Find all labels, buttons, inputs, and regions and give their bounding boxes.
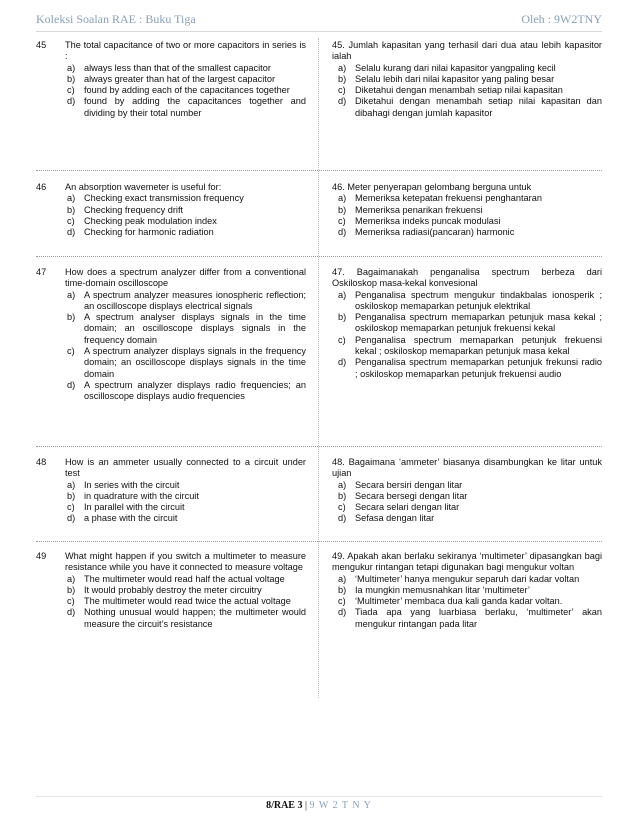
option-b xyxy=(65,491,306,502)
question-divider xyxy=(36,541,602,542)
option-letter: a) xyxy=(338,573,347,584)
option-letter: b) xyxy=(338,204,347,215)
question-46-en xyxy=(36,182,306,238)
option-text: Selalu lebih dari nilai kapasitor yang paling besar xyxy=(355,73,555,84)
option-d xyxy=(65,96,306,119)
option-letter: a) xyxy=(338,62,347,73)
option-text: It would probably destroy the meter circuitry xyxy=(84,584,262,595)
options xyxy=(332,574,602,630)
option-c xyxy=(336,216,602,227)
option-c xyxy=(65,502,306,513)
option-text: Secara selari dengan litar xyxy=(355,502,460,513)
option-letter: d) xyxy=(338,96,347,107)
options xyxy=(332,193,602,238)
question-text: 47. Bagaimanakah penganalisa spectrum berbeza dari Oskiloskop masa-kekal konvesional xyxy=(332,267,602,289)
footer-separator: | xyxy=(304,800,307,811)
option-d xyxy=(336,607,602,630)
options xyxy=(65,480,306,525)
option-text: In parallel with the circuit xyxy=(84,502,185,513)
option-d xyxy=(65,227,306,238)
option-d xyxy=(65,513,306,524)
question-47-ms xyxy=(332,267,602,380)
option-text: A spectrum analyzer measures ionospheric reflection; an oscilloscope displays electrical signals xyxy=(84,289,306,311)
option-letter: d) xyxy=(67,96,76,107)
question-49-en xyxy=(36,551,306,630)
question-number: 47 xyxy=(36,267,47,277)
question-46-ms xyxy=(332,182,602,238)
option-letter: b) xyxy=(338,490,347,501)
option-b xyxy=(336,585,602,596)
option-letter: a) xyxy=(67,289,76,300)
question-number: 46 xyxy=(36,182,47,192)
option-letter: b) xyxy=(67,584,76,595)
question-divider xyxy=(36,446,602,447)
option-letter: d) xyxy=(338,227,347,238)
option-text: Penganalisa spectrum memaparkan petunjuk masa kekal ; oskiloskop memaparkan petunjuk frekuensi kekal xyxy=(355,312,602,334)
option-b xyxy=(336,312,602,335)
option-c xyxy=(336,335,602,358)
option-a xyxy=(65,480,306,491)
option-b xyxy=(65,585,306,596)
question-text: 46. Meter penyerapan gelombang berguna untuk xyxy=(332,182,532,192)
option-a xyxy=(336,193,602,204)
option-text: A spectrum analyzer displays signals in the frequency domain; an oscilloscope displays signals in the time domain xyxy=(84,346,306,379)
option-b xyxy=(65,74,306,85)
option-b xyxy=(336,74,602,85)
option-d xyxy=(336,357,602,380)
option-letter: c) xyxy=(338,215,346,226)
option-text: Penganalisa spectrum mengukur tindakbalas ionosperik ; oskiloskop memaparkan petunjuk elektrikal xyxy=(355,289,602,311)
option-letter: c) xyxy=(67,346,75,357)
option-letter: a) xyxy=(338,479,347,490)
option-text: Memeriksa indeks puncak modulasi xyxy=(355,215,501,226)
option-text: Memeriksa ketepatan frekuensi penghantaran xyxy=(355,193,542,204)
question-number: 46. xyxy=(332,182,345,192)
option-a xyxy=(65,193,306,204)
option-a xyxy=(65,63,306,74)
option-letter: d) xyxy=(67,513,76,524)
question-text: 45. Jumlah kapasitan yang terhasil dari dua atau lebih kapasitor ialah xyxy=(332,40,602,62)
page-header xyxy=(36,12,602,28)
option-text: Sefasa dengan litar xyxy=(355,513,435,524)
option-text: A spectrum analyser displays signals in the time domain; an oscilloscope displays signals in the frequency domain xyxy=(84,312,306,345)
question-number: 49 xyxy=(36,551,47,561)
question-divider xyxy=(36,170,602,171)
question-text: What might happen if you switch a multimeter to measure resistance while you have it connected to measure voltage xyxy=(65,551,306,573)
option-letter: a) xyxy=(338,193,347,204)
option-letter: a) xyxy=(338,289,347,300)
option-letter: c) xyxy=(338,502,346,513)
column-divider xyxy=(318,38,319,698)
option-letter: d) xyxy=(338,607,347,618)
option-text: Secara bersiri dengan litar xyxy=(355,479,463,490)
option-letter: a) xyxy=(67,62,76,73)
options xyxy=(65,63,306,119)
question-divider xyxy=(36,256,602,257)
question-48-ms xyxy=(332,457,602,525)
option-letter: d) xyxy=(338,513,347,524)
option-text: Diketahui dengan menambah setiap nilai kapasitan xyxy=(355,85,563,96)
footer-divider xyxy=(36,796,602,797)
header-title: Koleksi Soalan RAE : Buku Tiga xyxy=(36,12,196,26)
option-text: ‘Multimeter’ hanya mengukur separuh dari kadar voltan xyxy=(355,573,580,584)
option-d xyxy=(336,227,602,238)
option-text: Checking exact transmission frequency xyxy=(84,193,244,204)
option-a xyxy=(336,290,602,313)
header-author: Oleh : 9W2TNY xyxy=(521,12,602,26)
option-letter: b) xyxy=(67,73,76,84)
option-letter: b) xyxy=(67,312,76,323)
option-text: always greater than hat of the largest capacitor xyxy=(84,73,276,84)
option-text: Diketahui dengan menambah setiap nilai kapasitan dan dibahagi dengan jumlah kapasitor xyxy=(355,96,602,118)
option-text: Penganalisa spectrum memaparkan petunjuk frekuensi kekal ; oskiloskop memaparkan petunjuk masa kekal xyxy=(355,334,602,357)
option-text: Tiada apa yang luarbiasa berlaku, ‘multimeter’ akan mengukur rintangan pada litar xyxy=(355,607,602,629)
option-c xyxy=(336,502,602,513)
options xyxy=(332,63,602,119)
option-c xyxy=(65,596,306,607)
options xyxy=(65,290,306,403)
option-text: Ia mungkin memusnahkan litar ‘multimeter’ xyxy=(355,584,530,595)
option-c xyxy=(336,596,602,607)
question-45-en xyxy=(36,40,306,119)
option-d xyxy=(65,380,306,403)
option-c xyxy=(65,346,306,380)
option-letter: c) xyxy=(338,596,346,607)
option-text: ‘Multimeter’ membaca dua kali ganda kadar voltan. xyxy=(355,596,563,607)
question-text: 49. Apakah akan berlaku sekiranya ‘multimeter’ dipasangkan bagi mengukur rintangan tetapi digunakan bagi mengukur voltan xyxy=(332,551,603,573)
option-b xyxy=(336,491,602,502)
option-b xyxy=(336,205,602,216)
option-letter: c) xyxy=(67,215,75,226)
option-d xyxy=(65,607,306,630)
option-text: a phase with the circuit xyxy=(84,513,178,524)
option-b xyxy=(65,312,306,346)
options xyxy=(332,480,602,525)
option-a xyxy=(336,480,602,491)
question-number: 45. xyxy=(332,40,345,50)
option-letter: c) xyxy=(338,85,346,96)
option-letter: d) xyxy=(338,357,347,368)
option-letter: c) xyxy=(67,502,75,513)
options xyxy=(65,574,306,630)
option-text: always less than that of the smallest capacitor xyxy=(84,62,271,73)
option-letter: c) xyxy=(67,85,75,96)
option-text: A spectrum analyzer displays radio frequencies; an oscilloscope displays audio frequencies xyxy=(84,379,306,402)
option-text: found by adding the capacitances together and dividing by their total number xyxy=(84,96,306,118)
question-text: The total capacitance of two or more capacitors in series is : xyxy=(65,40,306,62)
option-letter: a) xyxy=(67,573,76,584)
options xyxy=(332,290,602,380)
option-letter: b) xyxy=(338,73,347,84)
option-letter: d) xyxy=(67,607,76,618)
option-text: Selalu kurang dari nilai kapasitor yangpaling kecil xyxy=(355,62,556,73)
option-letter: c) xyxy=(338,334,346,345)
option-text: Checking peak modulation index xyxy=(84,215,217,226)
question-number: 47. xyxy=(332,267,345,277)
footer-author: 9 W 2 T N Y xyxy=(309,800,372,811)
option-text: Memeriksa radiasi(pancaran) harmonic xyxy=(355,227,515,238)
option-letter: b) xyxy=(338,584,347,595)
question-49-ms xyxy=(332,551,602,630)
option-c xyxy=(336,85,602,96)
option-b xyxy=(65,205,306,216)
question-number: 49. xyxy=(332,551,345,561)
option-letter: b) xyxy=(67,204,76,215)
option-letter: d) xyxy=(67,379,76,390)
question-45-ms xyxy=(332,40,602,119)
option-text: found by adding each of the capacitances together xyxy=(84,85,290,96)
option-text: In series with the circuit xyxy=(84,479,180,490)
option-text: Memeriksa penarikan frekuensi xyxy=(355,204,483,215)
book-label: /RAE 3 xyxy=(271,800,303,811)
option-letter: d) xyxy=(67,227,76,238)
option-text: Checking frequency drift xyxy=(84,204,184,215)
option-letter: a) xyxy=(67,193,76,204)
option-text: Nothing unusual would happen; the multimeter would measure the circuit’s resistance xyxy=(84,607,306,629)
option-letter: a) xyxy=(67,479,76,490)
page-number: 8 xyxy=(266,800,272,811)
option-a xyxy=(65,574,306,585)
option-text: Penganalisa spectrum memaparkan petunjuk frekunsi radio ; oskiloskop memaparkan petunjuk frekuensi audio xyxy=(355,357,602,379)
option-letter: c) xyxy=(67,596,75,607)
question-text: An absorption wavemeter is useful for: xyxy=(65,182,222,192)
option-text: Checking for harmonic radiation xyxy=(84,227,214,238)
option-a xyxy=(336,574,602,585)
question-text: How is an ammeter usually connected to a circuit under test xyxy=(65,457,306,479)
option-d xyxy=(336,96,602,119)
question-number: 45 xyxy=(36,40,47,50)
option-text: Secara bersegi dengan litar xyxy=(355,490,468,501)
option-letter: b) xyxy=(67,490,76,501)
option-c xyxy=(65,216,306,227)
option-d xyxy=(336,513,602,524)
question-text: 48. Bagaimana ‘ammeter’ biasanya disambungkan ke litar untuk ujian xyxy=(332,457,602,479)
options xyxy=(65,193,306,238)
option-a xyxy=(336,63,602,74)
option-letter: b) xyxy=(338,312,347,323)
option-text: The multimeter would read half the actual voltage xyxy=(84,573,285,584)
header-divider xyxy=(36,31,602,32)
option-c xyxy=(65,85,306,96)
option-text: The multimeter would read twice the actual voltage xyxy=(84,596,291,607)
question-48-en xyxy=(36,457,306,525)
option-a xyxy=(65,290,306,313)
option-text: in quadrature with the circuit xyxy=(84,490,199,501)
page-footer xyxy=(0,800,638,811)
question-47-en xyxy=(36,267,306,403)
question-number: 48. xyxy=(332,457,345,467)
question-text: How does a spectrum analyzer differ from a conventional time-domain oscilloscope xyxy=(65,267,306,289)
question-number: 48 xyxy=(36,457,47,467)
